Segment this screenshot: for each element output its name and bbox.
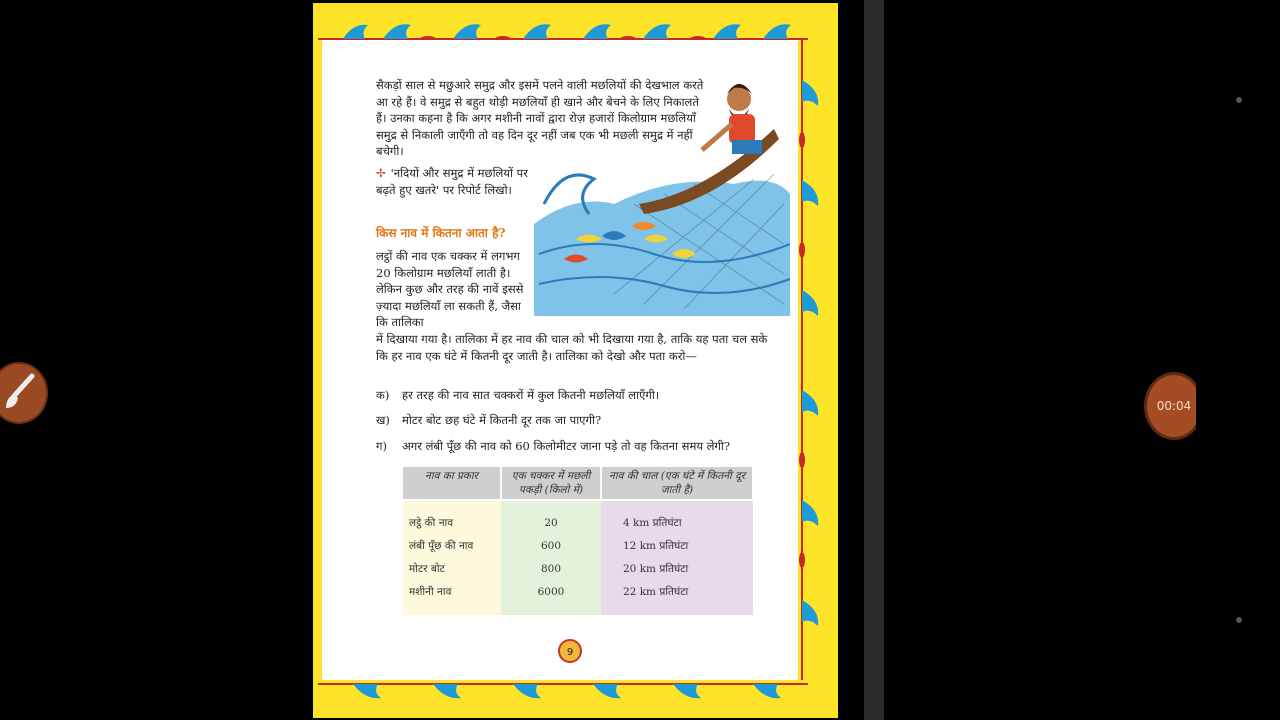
decorative-wave-border-right [796, 40, 836, 680]
table-row [403, 511, 753, 534]
question-item [376, 439, 730, 454]
paragraph-wide: में दिखाया गया है। तालिका में हर नाव की चाल को भी दिखाया गया है, ताकि यह पता चल सके कि हर नाव एक घंटे में कितनी दूर जाती है। तालिका को देखो और पता करो— [376, 332, 768, 363]
question-label: ग) [376, 439, 387, 453]
speed-cell: 12 km प्रतिघंटा [601, 534, 753, 557]
table-header: एक चक्कर में मछली पकड़ी (किलो में) [501, 467, 601, 500]
bullet-task [376, 165, 536, 198]
table-header: नाव का प्रकार [403, 467, 501, 500]
question-label: ख) [376, 413, 390, 427]
decorative-wave-border-bottom [313, 678, 838, 708]
speed-cell: 4 km प्रतिघंटा [601, 511, 753, 534]
catch-cell: 20 [501, 511, 601, 534]
brush-icon [0, 364, 46, 422]
page-number: 9 [566, 647, 574, 658]
fisherman-boat-illustration [534, 54, 790, 316]
boat-type-cell: मशीनी नाव [403, 580, 501, 603]
question-text: अगर लंबी पूँछ की नाव को 60 किलोमीटर जाना पड़े तो वह कितना समय लेगी? [402, 439, 731, 453]
speed-cell: 22 km प्रतिघंटा [601, 580, 753, 603]
question-item [376, 388, 659, 403]
intro-paragraph: सैकड़ों साल से मछुआरे समुद्र और इसमें पलने वाली मछलियों की देखभाल करते आ रहे हैं। वे समुद्र से बहुत थोड़ी मछलियाँ ही खाने और बेचने के लिए निकालते हैं। उनका कहना है कि अगर मशीनी नावों द्वारा रोज़ हजारों किलोग्राम मछलियाँ समुद्र से निकाली जाएँगी तो वह दिन दूर नहीं जब एक भी मछली समुद्र में नहीं बचेगी। [376, 78, 704, 158]
table-header: नाव की चाल (एक घंटे में कितनी दूर जाती है) [601, 467, 753, 500]
screen-edge [1196, 360, 1216, 450]
table-row [403, 557, 753, 580]
boat-type-cell: लट्ठे की नाव [403, 511, 501, 534]
table-row [403, 580, 753, 603]
question-text: हर तरह की नाव सात चक्करों में कुल कितनी मछलियाँ लाएँगी। [402, 388, 660, 402]
table-row [403, 534, 753, 557]
section-heading: किस नाव में कितना आता है? [376, 226, 506, 240]
decorative-wave-border-top [313, 3, 838, 45]
scrollbar-strip[interactable] [864, 0, 884, 720]
boat-type-cell: मोटर बोट [403, 557, 501, 580]
paragraph-narrow: लट्ठों की नाव एक चक्कर में लगभग 20 किलोग्राम मछलियाँ लाती है। लेकिन कुछ और तरह की नावें इससे ज़्यादा मछलियाँ ला सकती हैं, जैसा कि तालिका [376, 249, 524, 329]
recording-timer[interactable]: 00:04 [1144, 372, 1204, 440]
nav-dot[interactable] [1236, 617, 1242, 623]
question-item [376, 413, 601, 428]
catch-cell: 6000 [501, 580, 601, 603]
question-label: क) [376, 388, 390, 402]
bullet-task-text: 'नदियों और समुद्र में मछलियों पर बढ़ते हुए खतरे' पर रिपोर्ट लिखो। [376, 166, 528, 197]
edit-tool-button[interactable] [0, 362, 48, 424]
boat-type-cell: लंबी पूँछ की नाव [403, 534, 501, 557]
speed-cell: 20 km प्रतिघंटा [601, 557, 753, 580]
question-text: मोटर बोट छह घंटे में कितनी दूर तक जा पाएगी? [402, 413, 602, 427]
table-header-row [403, 467, 753, 500]
boat-table [403, 467, 754, 615]
catch-cell: 800 [501, 557, 601, 580]
bullet-star-icon: ✢ [376, 166, 386, 180]
page-number-badge [556, 638, 584, 664]
catch-cell: 600 [501, 534, 601, 557]
nav-dot[interactable] [1236, 97, 1242, 103]
